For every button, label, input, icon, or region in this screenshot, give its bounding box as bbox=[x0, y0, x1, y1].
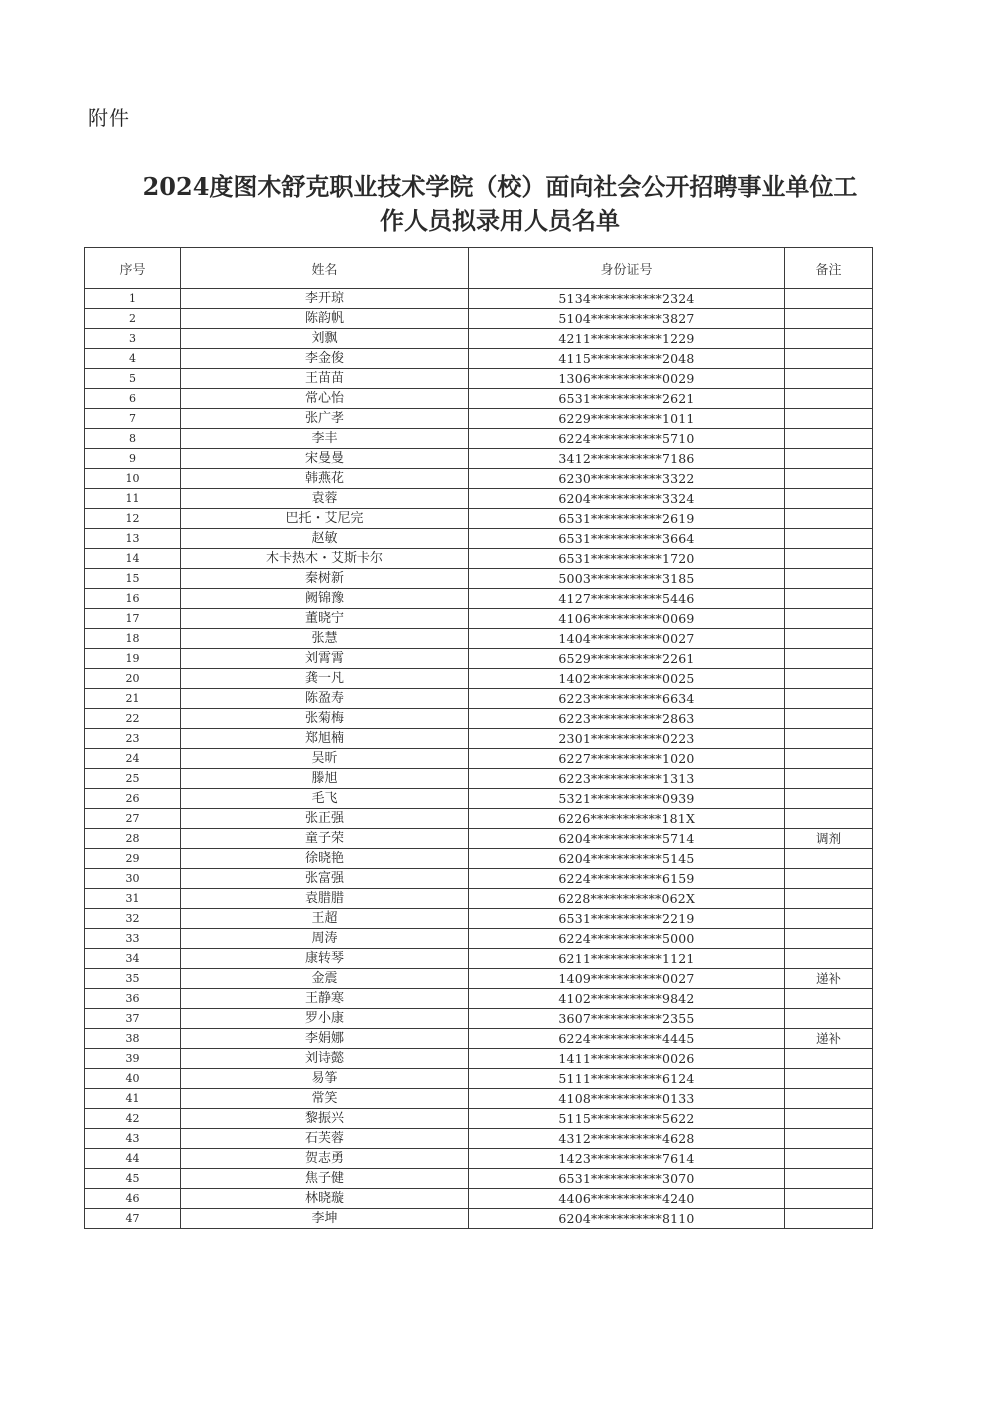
table-row bbox=[85, 749, 873, 769]
cell-serial: 29 bbox=[85, 849, 181, 869]
cell-remark bbox=[785, 449, 873, 469]
table-row bbox=[85, 489, 873, 509]
cell-id-number: 6531***********2619 bbox=[469, 509, 785, 529]
cell-name: 王静寒 bbox=[181, 989, 469, 1009]
table-row bbox=[85, 469, 873, 489]
column-header-remark: 备注 bbox=[785, 248, 873, 289]
table-row bbox=[85, 609, 873, 629]
table-row bbox=[85, 849, 873, 869]
cell-serial: 17 bbox=[85, 609, 181, 629]
cell-name: 张正强 bbox=[181, 809, 469, 829]
table-row bbox=[85, 549, 873, 569]
table-row bbox=[85, 1009, 873, 1029]
cell-serial: 44 bbox=[85, 1149, 181, 1169]
cell-name: 李开琼 bbox=[181, 289, 469, 309]
cell-serial: 8 bbox=[85, 429, 181, 449]
table-row bbox=[85, 829, 873, 849]
table-row bbox=[85, 969, 873, 989]
cell-id-number: 2301***********0223 bbox=[469, 729, 785, 749]
cell-name: 巴托・艾尼完 bbox=[181, 509, 469, 529]
cell-remark: 递补 bbox=[785, 969, 873, 989]
cell-serial: 34 bbox=[85, 949, 181, 969]
cell-id-number: 6223***********2863 bbox=[469, 709, 785, 729]
title-line-2: 作人员拟录用人员名单 bbox=[380, 206, 620, 235]
cell-serial: 9 bbox=[85, 449, 181, 469]
cell-id-number: 6224***********5000 bbox=[469, 929, 785, 949]
attachment-label: 附件 bbox=[88, 106, 130, 130]
cell-serial: 16 bbox=[85, 589, 181, 609]
cell-remark bbox=[785, 569, 873, 589]
cell-serial: 14 bbox=[85, 549, 181, 569]
table-row bbox=[85, 709, 873, 729]
cell-id-number: 3412***********7186 bbox=[469, 449, 785, 469]
cell-remark bbox=[785, 1069, 873, 1089]
cell-id-number: 6224***********5710 bbox=[469, 429, 785, 449]
cell-remark bbox=[785, 1009, 873, 1029]
cell-name: 康转琴 bbox=[181, 949, 469, 969]
cell-remark bbox=[785, 1209, 873, 1229]
cell-remark bbox=[785, 589, 873, 609]
cell-remark bbox=[785, 389, 873, 409]
cell-serial: 26 bbox=[85, 789, 181, 809]
cell-serial: 30 bbox=[85, 869, 181, 889]
cell-id-number: 3607***********2355 bbox=[469, 1009, 785, 1029]
table-row bbox=[85, 729, 873, 749]
cell-serial: 41 bbox=[85, 1089, 181, 1109]
table-row bbox=[85, 869, 873, 889]
cell-remark bbox=[785, 989, 873, 1009]
cell-id-number: 4127***********5446 bbox=[469, 589, 785, 609]
cell-serial: 22 bbox=[85, 709, 181, 729]
cell-remark bbox=[785, 649, 873, 669]
cell-id-number: 6531***********3070 bbox=[469, 1169, 785, 1189]
cell-name: 张慧 bbox=[181, 629, 469, 649]
table-row bbox=[85, 1029, 873, 1049]
cell-name: 李丰 bbox=[181, 429, 469, 449]
table-row bbox=[85, 889, 873, 909]
cell-name: 董晓宁 bbox=[181, 609, 469, 629]
cell-remark bbox=[785, 709, 873, 729]
table-row bbox=[85, 329, 873, 349]
cell-remark bbox=[785, 1089, 873, 1109]
table-row bbox=[85, 1129, 873, 1149]
table-row bbox=[85, 589, 873, 609]
cell-serial: 45 bbox=[85, 1169, 181, 1189]
table-row bbox=[85, 1209, 873, 1229]
cell-name: 常心怡 bbox=[181, 389, 469, 409]
cell-remark bbox=[785, 669, 873, 689]
cell-serial: 3 bbox=[85, 329, 181, 349]
table-row bbox=[85, 1109, 873, 1129]
table-row bbox=[85, 1189, 873, 1209]
table-row bbox=[85, 409, 873, 429]
cell-name: 袁腊腊 bbox=[181, 889, 469, 909]
cell-name: 滕旭 bbox=[181, 769, 469, 789]
cell-name: 秦树新 bbox=[181, 569, 469, 589]
table-row bbox=[85, 909, 873, 929]
cell-serial: 47 bbox=[85, 1209, 181, 1229]
cell-remark bbox=[785, 849, 873, 869]
table-row bbox=[85, 1169, 873, 1189]
cell-remark bbox=[785, 629, 873, 649]
cell-name: 贺志勇 bbox=[181, 1149, 469, 1169]
cell-name: 张广孝 bbox=[181, 409, 469, 429]
table-row bbox=[85, 669, 873, 689]
hiring-roster-table bbox=[84, 247, 873, 1229]
cell-remark bbox=[785, 1169, 873, 1189]
cell-serial: 2 bbox=[85, 309, 181, 329]
cell-remark: 调剂 bbox=[785, 829, 873, 849]
cell-name: 李金俊 bbox=[181, 349, 469, 369]
cell-name: 郑旭楠 bbox=[181, 729, 469, 749]
cell-name: 吴昕 bbox=[181, 749, 469, 769]
cell-serial: 12 bbox=[85, 509, 181, 529]
cell-name: 刘飘 bbox=[181, 329, 469, 349]
cell-id-number: 4115***********2048 bbox=[469, 349, 785, 369]
cell-name: 刘诗懿 bbox=[181, 1049, 469, 1069]
cell-id-number: 6204***********3324 bbox=[469, 489, 785, 509]
cell-name: 宋曼曼 bbox=[181, 449, 469, 469]
cell-remark bbox=[785, 789, 873, 809]
cell-serial: 10 bbox=[85, 469, 181, 489]
cell-remark bbox=[785, 349, 873, 369]
cell-name: 徐晓艳 bbox=[181, 849, 469, 869]
cell-serial: 7 bbox=[85, 409, 181, 429]
cell-id-number: 5321***********0939 bbox=[469, 789, 785, 809]
cell-serial: 46 bbox=[85, 1189, 181, 1209]
cell-remark bbox=[785, 1129, 873, 1149]
cell-serial: 15 bbox=[85, 569, 181, 589]
page-title bbox=[60, 170, 940, 238]
cell-id-number: 6531***********3664 bbox=[469, 529, 785, 549]
table-row bbox=[85, 989, 873, 1009]
table-row bbox=[85, 369, 873, 389]
cell-serial: 23 bbox=[85, 729, 181, 749]
cell-name: 金震 bbox=[181, 969, 469, 989]
cell-serial: 39 bbox=[85, 1049, 181, 1069]
cell-name: 李娟娜 bbox=[181, 1029, 469, 1049]
cell-serial: 11 bbox=[85, 489, 181, 509]
cell-name: 王超 bbox=[181, 909, 469, 929]
cell-id-number: 1402***********0025 bbox=[469, 669, 785, 689]
table-body bbox=[85, 289, 873, 1229]
column-header-name: 姓名 bbox=[181, 248, 469, 289]
cell-name: 毛飞 bbox=[181, 789, 469, 809]
cell-id-number: 6531***********2621 bbox=[469, 389, 785, 409]
cell-serial: 5 bbox=[85, 369, 181, 389]
cell-name: 韩燕花 bbox=[181, 469, 469, 489]
cell-name: 张菊梅 bbox=[181, 709, 469, 729]
cell-name: 龚一凡 bbox=[181, 669, 469, 689]
cell-name: 王苗苗 bbox=[181, 369, 469, 389]
cell-remark bbox=[785, 749, 873, 769]
cell-remark bbox=[785, 409, 873, 429]
title-line-1: 2024度图木舒克职业技术学院（校）面向社会公开招聘事业单位工 bbox=[142, 172, 858, 201]
cell-name: 石芙蓉 bbox=[181, 1129, 469, 1149]
cell-id-number: 4106***********0069 bbox=[469, 609, 785, 629]
cell-remark bbox=[785, 1049, 873, 1069]
table-row bbox=[85, 1089, 873, 1109]
cell-remark bbox=[785, 289, 873, 309]
column-header-serial: 序号 bbox=[85, 248, 181, 289]
cell-remark bbox=[785, 529, 873, 549]
cell-remark bbox=[785, 809, 873, 829]
cell-remark bbox=[785, 729, 873, 749]
table-row bbox=[85, 449, 873, 469]
table-row bbox=[85, 429, 873, 449]
cell-id-number: 6226***********181X bbox=[469, 809, 785, 829]
cell-serial: 36 bbox=[85, 989, 181, 1009]
cell-serial: 31 bbox=[85, 889, 181, 909]
cell-name: 罗小康 bbox=[181, 1009, 469, 1029]
cell-name: 袁蓉 bbox=[181, 489, 469, 509]
cell-remark bbox=[785, 889, 873, 909]
cell-remark bbox=[785, 1189, 873, 1209]
cell-id-number: 6223***********6634 bbox=[469, 689, 785, 709]
cell-id-number: 6224***********4445 bbox=[469, 1029, 785, 1049]
table-row bbox=[85, 789, 873, 809]
table-row bbox=[85, 809, 873, 829]
cell-remark bbox=[785, 309, 873, 329]
cell-name: 周涛 bbox=[181, 929, 469, 949]
table-header-row bbox=[85, 248, 873, 289]
cell-name: 林晓璇 bbox=[181, 1189, 469, 1209]
table-row bbox=[85, 929, 873, 949]
cell-id-number: 5104***********3827 bbox=[469, 309, 785, 329]
cell-serial: 6 bbox=[85, 389, 181, 409]
cell-serial: 18 bbox=[85, 629, 181, 649]
cell-remark bbox=[785, 609, 873, 629]
cell-remark: 递补 bbox=[785, 1029, 873, 1049]
cell-serial: 38 bbox=[85, 1029, 181, 1049]
cell-id-number: 1409***********0027 bbox=[469, 969, 785, 989]
table-row bbox=[85, 769, 873, 789]
cell-name: 焦子健 bbox=[181, 1169, 469, 1189]
cell-remark bbox=[785, 489, 873, 509]
cell-remark bbox=[785, 689, 873, 709]
cell-name: 阙锦豫 bbox=[181, 589, 469, 609]
cell-serial: 27 bbox=[85, 809, 181, 829]
cell-id-number: 4108***********0133 bbox=[469, 1089, 785, 1109]
cell-id-number: 1423***********7614 bbox=[469, 1149, 785, 1169]
table-row bbox=[85, 569, 873, 589]
cell-name: 易筝 bbox=[181, 1069, 469, 1089]
column-header-id-number: 身份证号 bbox=[469, 248, 785, 289]
cell-serial: 20 bbox=[85, 669, 181, 689]
cell-id-number: 4102***********9842 bbox=[469, 989, 785, 1009]
table-row bbox=[85, 689, 873, 709]
cell-serial: 37 bbox=[85, 1009, 181, 1029]
table-row bbox=[85, 1149, 873, 1169]
table-row bbox=[85, 1049, 873, 1069]
cell-serial: 4 bbox=[85, 349, 181, 369]
cell-id-number: 6230***********3322 bbox=[469, 469, 785, 489]
cell-remark bbox=[785, 1109, 873, 1129]
cell-serial: 33 bbox=[85, 929, 181, 949]
cell-id-number: 1306***********0029 bbox=[469, 369, 785, 389]
cell-id-number: 6204***********5145 bbox=[469, 849, 785, 869]
cell-remark bbox=[785, 929, 873, 949]
cell-id-number: 6529***********2261 bbox=[469, 649, 785, 669]
table-row bbox=[85, 1069, 873, 1089]
table-row bbox=[85, 349, 873, 369]
cell-remark bbox=[785, 469, 873, 489]
table-row bbox=[85, 509, 873, 529]
cell-remark bbox=[785, 369, 873, 389]
cell-remark bbox=[785, 1149, 873, 1169]
table-row bbox=[85, 949, 873, 969]
table-row bbox=[85, 389, 873, 409]
cell-name: 赵敏 bbox=[181, 529, 469, 549]
cell-serial: 28 bbox=[85, 829, 181, 849]
table-row bbox=[85, 529, 873, 549]
cell-remark bbox=[785, 329, 873, 349]
cell-id-number: 6211***********1121 bbox=[469, 949, 785, 969]
cell-id-number: 4211***********1229 bbox=[469, 329, 785, 349]
table-row bbox=[85, 309, 873, 329]
cell-remark bbox=[785, 509, 873, 529]
cell-id-number: 6229***********1011 bbox=[469, 409, 785, 429]
cell-serial: 19 bbox=[85, 649, 181, 669]
cell-id-number: 5111***********6124 bbox=[469, 1069, 785, 1089]
cell-name: 陈韵帆 bbox=[181, 309, 469, 329]
cell-id-number: 6204***********8110 bbox=[469, 1209, 785, 1229]
cell-name: 童子荣 bbox=[181, 829, 469, 849]
cell-remark bbox=[785, 429, 873, 449]
cell-id-number: 1404***********0027 bbox=[469, 629, 785, 649]
table-row bbox=[85, 649, 873, 669]
cell-id-number: 6224***********6159 bbox=[469, 869, 785, 889]
table-row bbox=[85, 289, 873, 309]
cell-serial: 43 bbox=[85, 1129, 181, 1149]
cell-serial: 21 bbox=[85, 689, 181, 709]
cell-id-number: 6531***********2219 bbox=[469, 909, 785, 929]
cell-remark bbox=[785, 769, 873, 789]
cell-name: 木卡热木・艾斯卡尔 bbox=[181, 549, 469, 569]
cell-name: 刘霄霄 bbox=[181, 649, 469, 669]
cell-id-number: 4406***********4240 bbox=[469, 1189, 785, 1209]
cell-serial: 32 bbox=[85, 909, 181, 929]
cell-id-number: 6531***********1720 bbox=[469, 549, 785, 569]
cell-remark bbox=[785, 949, 873, 969]
table-row bbox=[85, 629, 873, 649]
cell-id-number: 4312***********4628 bbox=[469, 1129, 785, 1149]
cell-id-number: 5115***********5622 bbox=[469, 1109, 785, 1129]
cell-id-number: 6227***********1020 bbox=[469, 749, 785, 769]
cell-id-number: 5134***********2324 bbox=[469, 289, 785, 309]
cell-serial: 42 bbox=[85, 1109, 181, 1129]
cell-serial: 35 bbox=[85, 969, 181, 989]
cell-serial: 13 bbox=[85, 529, 181, 549]
cell-name: 常笑 bbox=[181, 1089, 469, 1109]
cell-name: 陈盈寿 bbox=[181, 689, 469, 709]
cell-id-number: 6204***********5714 bbox=[469, 829, 785, 849]
cell-id-number: 6228***********062X bbox=[469, 889, 785, 909]
cell-serial: 1 bbox=[85, 289, 181, 309]
cell-remark bbox=[785, 549, 873, 569]
cell-id-number: 1411***********0026 bbox=[469, 1049, 785, 1069]
cell-remark bbox=[785, 869, 873, 889]
cell-remark bbox=[785, 909, 873, 929]
cell-id-number: 5003***********3185 bbox=[469, 569, 785, 589]
cell-serial: 40 bbox=[85, 1069, 181, 1089]
cell-name: 张富强 bbox=[181, 869, 469, 889]
cell-name: 黎振兴 bbox=[181, 1109, 469, 1129]
cell-id-number: 6223***********1313 bbox=[469, 769, 785, 789]
cell-name: 李坤 bbox=[181, 1209, 469, 1229]
cell-serial: 24 bbox=[85, 749, 181, 769]
cell-serial: 25 bbox=[85, 769, 181, 789]
